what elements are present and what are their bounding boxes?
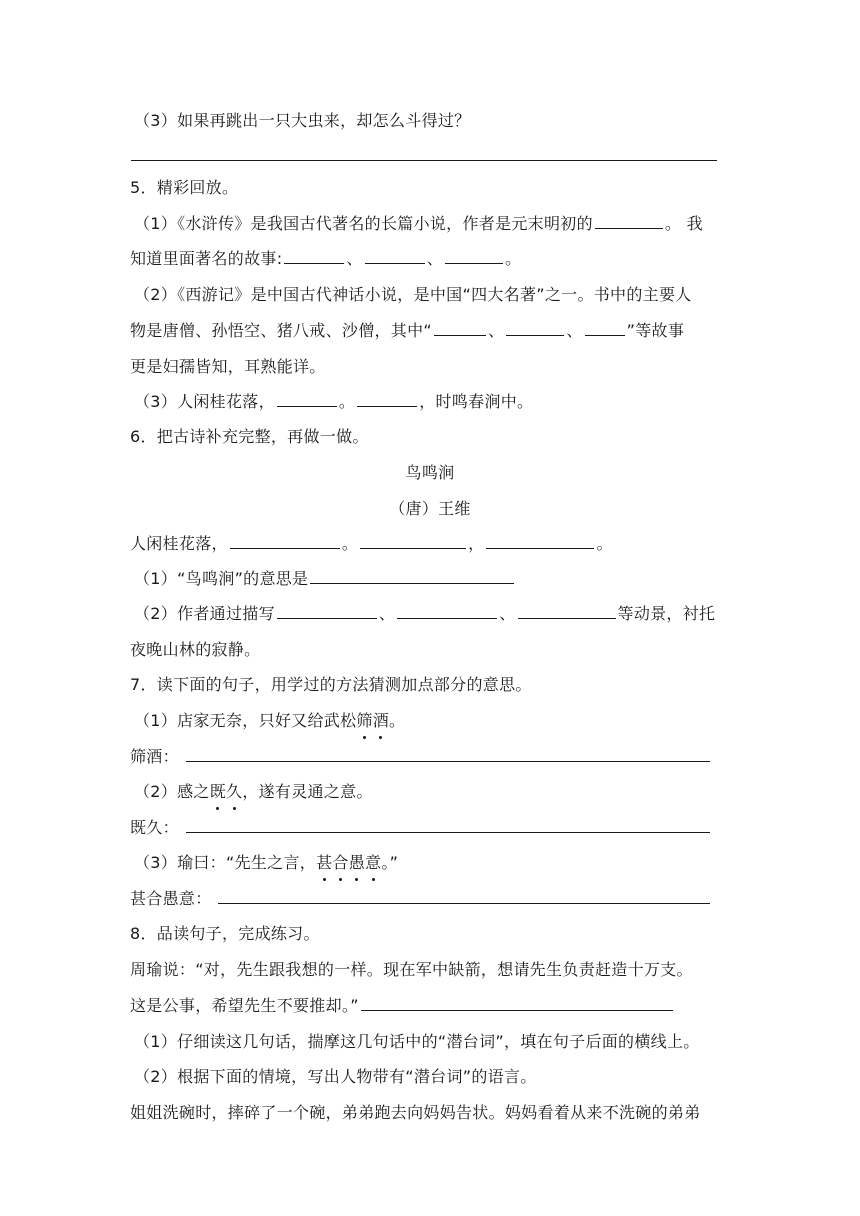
q7-sub1-text: （1）店家无奈，只好又给武松 [134, 711, 357, 730]
q7-answer1-label: 筛酒： [130, 747, 179, 766]
dotted-char: 既 [210, 779, 226, 805]
q5-line1 [134, 211, 734, 237]
q5-sub1-tail: 。 我 [664, 214, 703, 233]
dotted-char: 意 [365, 850, 381, 876]
q5-sub2-text: （2）《西游记》是中国古代神话小说，是中国“四大名著”之一。书中的主要人 [134, 285, 692, 304]
period: 。 [505, 249, 522, 268]
q5-sub3-tail: ，时鸣春涧中。 [419, 392, 534, 411]
q8-quote-text: 周瑜说：“对，先生跟我想的一样。现在军中缺箭，想请先生负责赶造十万支。 [130, 960, 693, 979]
q7-answer2-line[interactable] [186, 832, 710, 833]
q5-sub2-tail: ”等故事 [626, 321, 685, 340]
q6-sub2-end: 夜晚山林的寂静。 [130, 640, 261, 659]
poem-blank-2[interactable] [360, 532, 466, 549]
q8-subtext-blank[interactable] [361, 994, 673, 1011]
dotted-char: 酒 [373, 708, 389, 734]
q6-title-text: 6．把古诗补充完整，再做一做。 [130, 427, 369, 446]
q8-para1 [130, 957, 730, 983]
separator: 、 [378, 604, 396, 623]
poem-title [0, 460, 860, 486]
q5-sub2-end: 更是妇孺皆知，耳熟能详。 [130, 357, 326, 376]
q5-line5 [130, 354, 730, 380]
q5-sub3-text: （3）人闲桂花落， [134, 392, 275, 411]
period: 。 [338, 392, 356, 411]
period: 。 [596, 534, 613, 553]
q5-story-blank-1[interactable] [284, 247, 344, 264]
q7-sub3 [134, 850, 734, 876]
q8-scenario [130, 1100, 730, 1126]
q6-scene-blank-1[interactable] [277, 602, 377, 619]
q5-story-blank-3[interactable] [445, 247, 503, 264]
period: 。 [389, 711, 406, 730]
q6-sub1 [134, 566, 734, 592]
q8-scenario-text: 姐姐洗碗时，摔碎了一个碗，弟弟跑去向妈妈告状。妈妈看着从来不洗碗的弟弟 [130, 1103, 701, 1122]
q7-sub1 [134, 708, 734, 734]
q8-quote-end: 这是公事，希望先生不要推却。” [130, 996, 359, 1015]
separator: 、 [488, 321, 505, 340]
poem-line-start: 人闲桂花落， [130, 534, 228, 553]
q4-answer-line[interactable] [131, 160, 717, 161]
comma: ， [468, 534, 485, 553]
q5-line6 [134, 389, 734, 415]
q5-xiyou-blank-2[interactable] [506, 319, 564, 336]
q7-answer2 [130, 815, 730, 841]
q7-sub2-tail: ，遂有灵通之意。 [242, 782, 373, 801]
dotted-char: 甚 [316, 850, 332, 876]
q5-sub2-cont: 物是唐僧、孙悟空、猪八戒、沙僧，其中“ [130, 321, 432, 340]
q7-answer3 [130, 886, 730, 912]
separator: 、 [499, 604, 516, 623]
dotted-char: 筛 [356, 708, 372, 734]
poem-author-text: （唐）王维 [389, 499, 471, 518]
q7-sub2-text: （2）感之 [134, 782, 210, 801]
q5-story-blank-2[interactable] [365, 247, 425, 264]
dotted-char: 合 [332, 850, 348, 876]
q5-xiyou-blank-1[interactable] [434, 319, 486, 336]
poem-title-text: 鸟鸣涧 [405, 463, 455, 482]
q8-sub2 [134, 1064, 734, 1090]
dotted-char: 久 [226, 779, 242, 805]
q8-sub1 [134, 1029, 734, 1055]
q8-title-text: 8．品读句子，完成练习。 [130, 924, 320, 943]
q6-title [130, 424, 730, 450]
period: 。 [341, 534, 359, 553]
close-quote: 。” [381, 853, 399, 872]
poem-blank-3[interactable] [486, 532, 594, 549]
q6-scene-blank-2[interactable] [397, 602, 497, 619]
dotted-char: 愚 [349, 850, 365, 876]
q8-title [130, 921, 730, 947]
q7-title [130, 672, 730, 698]
q7-answer3-label: 甚合愚意： [130, 889, 212, 908]
q5-author-blank[interactable] [595, 212, 663, 229]
q7-answer1 [130, 744, 730, 770]
q6-sub1-text: （1）“鸟鸣涧”的意思是 [134, 569, 309, 588]
poem-author [0, 496, 860, 522]
separator: 、 [346, 249, 363, 268]
q5-line3 [134, 282, 734, 308]
poem-blank-1[interactable] [230, 532, 340, 549]
poem-line [130, 531, 730, 557]
q5-poem-blank-1[interactable] [277, 390, 337, 407]
q6-sub2 [134, 601, 734, 627]
q6-sub2-text: （2）作者通过描写 [134, 604, 275, 623]
q7-answer3-line[interactable] [218, 903, 710, 904]
q6-sub2-cont [130, 637, 730, 663]
q5-poem-blank-2[interactable] [357, 390, 417, 407]
q5-title [130, 175, 730, 201]
q5-stories-label: 知道里面著名的故事: [130, 249, 283, 268]
q8-para2 [130, 993, 730, 1019]
q8-sub1-text: （1）仔细读这几句话，揣摩这几句话中的“潜台词”，填在句子后面的横线上。 [134, 1032, 700, 1051]
q6-sub2-tail: 等动景，衬托 [617, 604, 716, 623]
q7-sub3-text: （3）瑜曰：“先生之言， [134, 853, 317, 872]
q7-sub2 [134, 779, 734, 805]
q4-sub3 [134, 108, 734, 134]
q7-answer2-label: 既久： [130, 818, 179, 837]
q7-title-text: 7．读下面的句子，用学过的方法猜测加点部分的意思。 [130, 675, 532, 694]
q6-scene-blank-3[interactable] [518, 602, 616, 619]
q5-sub1-text: （1）《水浒传》是我国古代著名的长篇小说，作者是元末明初的 [134, 214, 593, 233]
q6-meaning-blank[interactable] [310, 567, 514, 584]
separator: 、 [426, 249, 444, 268]
q7-answer1-line[interactable] [186, 761, 710, 762]
q5-line4 [130, 318, 730, 344]
separator: 、 [566, 321, 583, 340]
q5-line2 [130, 246, 730, 272]
q5-title-text: 5．精彩回放。 [130, 178, 239, 197]
q4-sub3-text: （3）如果再跳出一只大虫来，却怎么斗得过？ [134, 111, 471, 130]
q5-xiyou-blank-3[interactable] [585, 319, 625, 336]
q8-sub2-text: （2）根据下面的情境，写出人物带有“潜台词”的语言。 [134, 1067, 537, 1086]
